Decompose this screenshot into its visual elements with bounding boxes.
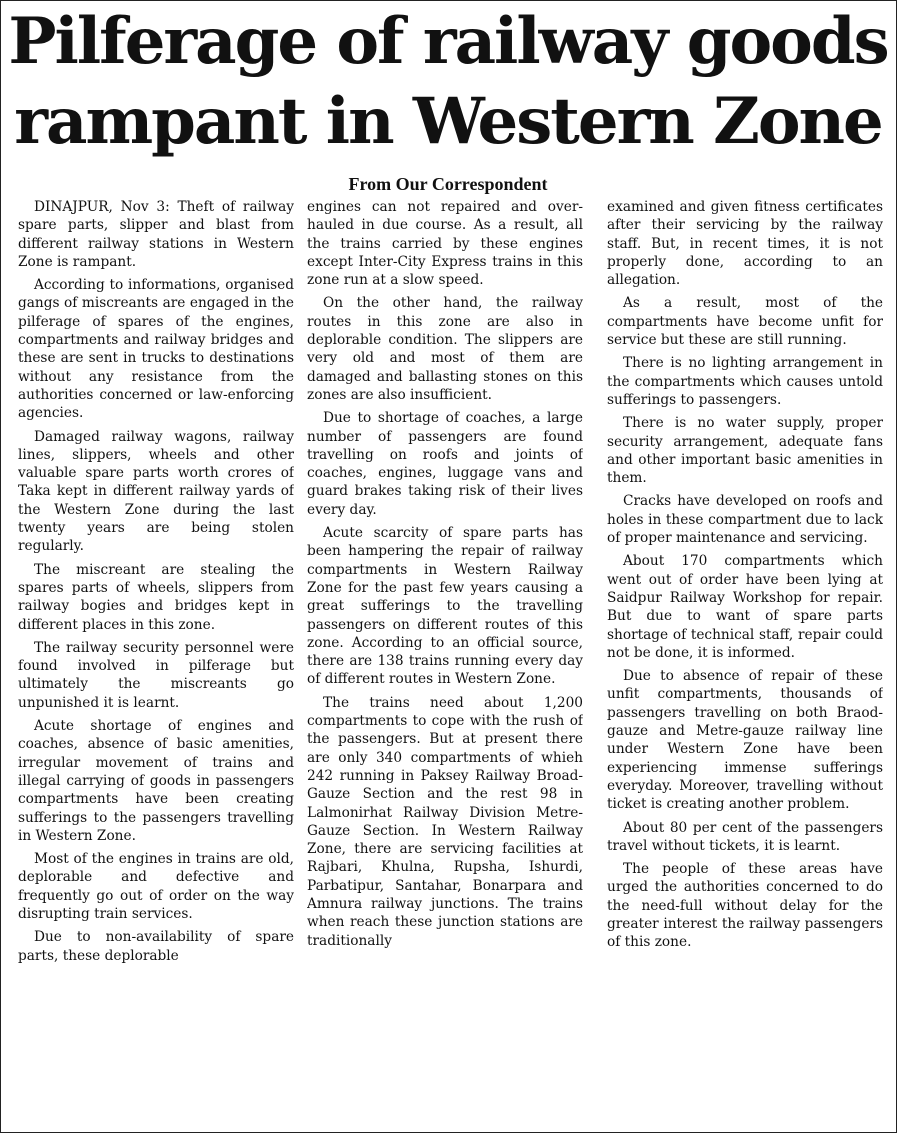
paragraph: As a result, most of the compartments have become unfit for service but these are still running. xyxy=(607,295,883,349)
byline: From Our Correspondent xyxy=(348,174,548,194)
paragraph: The people of these areas have urged the authorities concerned to do the need-full without delay for the greater interest the railway passengers of this zone. xyxy=(607,861,883,951)
paragraph: There is no water supply, proper security arrangement, adequate fans and other important basic amenities in them. xyxy=(607,415,883,487)
headline xyxy=(8,2,888,162)
paragraph: Damaged railway wagons, railway lines, slippers, wheels and other valuable spare parts worth crores of Taka kept in different railway yards of the Western Zone during the last twenty years are being stolen regularly. xyxy=(18,428,294,555)
paragraph: About 80 per cent of the passengers travel without tickets, it is learnt. xyxy=(607,819,883,854)
paragraph: Acute scarcity of spare parts has been hampering the repair of railway compartments in Western Railway Zone for the past few years causing a great sufferings to the travelling passengers on different routes of this zone. According to an official source, there are 138 trains running every day of different routes in Western Zone. xyxy=(307,525,583,688)
paragraph: On the other hand, the railway routes in this zone are also in deplorable condition. The slippers are very old and most of them are damaged and ballasting stones on this zones are also insufficient. xyxy=(307,295,583,403)
paragraph: Due to non-availability of spare parts, these deplorable xyxy=(18,929,294,964)
headline-line-2: rampant in Western Zone xyxy=(14,84,882,159)
paragraph: DINAJPUR, Nov 3: Theft of railway spare parts, slipper and blast from different railway stations in Western Zone is rampant. xyxy=(18,199,294,270)
paragraph: The trains need about 1,200 compartments to cope with the rush of the passengers. But at present there are only 340 compartments of whieh 242 running in Paksey Railway Broad-Gauze Section and the rest 98 in Lalmonirhat Railway Division Metre-Gauze Section. In Western Railway Zone, there are servicing facilities at Rajbari, Khulna, Rupsha, Ishurdi, Parbatipur, Santahar, Bonarpara and Amnura railway junctions. The trains when reach these junction stations are traditionally xyxy=(307,694,583,949)
paragraph: About 170 compartments which went out of order have been lying at Saidpur Railway Workshop for repair. But due to want of spare parts shortage of technical staff, repair could not be done, it is informed. xyxy=(607,553,883,661)
paragraph: Due to absence of repair of these unfit compartments, thousands of passengers travelling on both Braod-gauze and Metre-gauze railway line under Western Zone have been experiencing immense sufferings everyday. Moreover, travelling without ticket is creating another problem. xyxy=(607,668,883,813)
paragraph: According to informations, organised gangs of miscreants are engaged in the pilferage of spares of the engines, compartments and railway bridges and these are sent in trucks to destinations without any resistance from the authorities concerned or law-enforcing agencies. xyxy=(18,277,294,422)
paragraph: The miscreant are stealing the spares parts of wheels, slippers from railway bogies and bridges kept in different places in this zone. xyxy=(18,561,294,633)
paragraph: There is no lighting arrangement in the compartments which causes untold sufferings to passengers. xyxy=(607,355,883,408)
paragraph: Cracks have developed on roofs and holes in these compartment due to lack of proper maintenance and servicing. xyxy=(607,493,883,547)
paragraph: examined and given fitness certificates after their servicing by the railway staff. But, in recent times, it is not properly done, according to an allegation. xyxy=(607,199,883,289)
article-column-3 xyxy=(607,198,883,1128)
article-column-1 xyxy=(18,198,294,1128)
paragraph: engines can not repaired and over-hauled in due course. As a result, all the trains carried by these engines except Inter-City Express trains in this zone run at a slow speed. xyxy=(307,199,583,289)
headline-line-1: Pilferage of railway goods xyxy=(8,4,888,79)
paragraph: Most of the engines in trains are old, deplorable and defective and frequently go out of order on the way disrupting train services. xyxy=(18,851,294,922)
article-column-2 xyxy=(307,198,583,1128)
paragraph: Due to shortage of coaches, a large number of passengers are found travelling on roofs and joints of coaches, engines, luggage vans and guard brakes taking risk of their lives every day. xyxy=(307,410,583,518)
paragraph: The railway security personnel were found involved in pilferage but ultimately the miscreants go unpunished it is learnt. xyxy=(18,639,294,711)
paragraph: Acute shortage of engines and coaches, absence of basic amenities, irregular movement of trains and illegal carrying of goods in passengers compartments have been creating sufferings to the passengers travelling in Western Zone. xyxy=(18,718,294,844)
